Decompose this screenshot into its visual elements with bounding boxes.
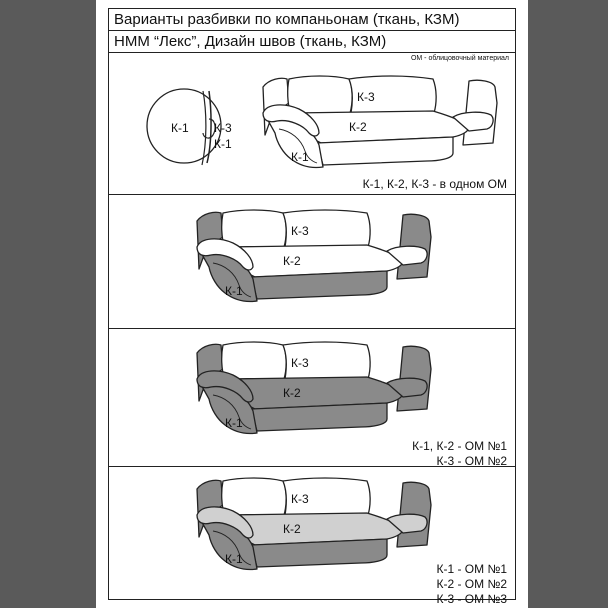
label-k1: К-1: [225, 284, 243, 298]
label-k3: К-3: [357, 90, 375, 104]
detail-label-k3: К-3: [214, 121, 232, 135]
variant-2-drawing: [109, 195, 514, 329]
variant-1-note: К-1, К-2, К-3 - в одном ОМ: [362, 177, 507, 191]
variant-panel-1: [109, 53, 515, 195]
label-k2: К-2: [283, 254, 301, 268]
sofa-drawing: [263, 76, 497, 168]
detail-circle: [147, 89, 232, 165]
title-line-1: Варианты разбивки по компаньонам (ткань, КЗМ): [109, 9, 515, 31]
variant-4-note-line-1: К-1 - ОМ №1: [436, 562, 507, 576]
document-sheet: [96, 0, 528, 608]
sofa-drawing: [197, 478, 431, 570]
variant-1-drawing: [109, 53, 514, 195]
variant-3-note-line-1: К-1, К-2 - ОМ №1: [412, 439, 507, 453]
label-k2: К-2: [283, 386, 301, 400]
label-k2: К-2: [283, 522, 301, 536]
document-frame: [108, 8, 516, 606]
label-k1: К-1: [225, 416, 243, 430]
label-k2: К-2: [349, 120, 367, 134]
variant-4-note-line-2: К-2 - ОМ №2: [436, 577, 507, 591]
sofa-drawing: [197, 342, 431, 434]
sofa-drawing: [197, 210, 431, 302]
label-k1: К-1: [225, 552, 243, 566]
detail-label-k1-lower: К-1: [214, 137, 232, 151]
label-k3: К-3: [291, 356, 309, 370]
variant-3-note-line-2: К-3 - ОМ №2: [436, 454, 507, 468]
label-k1: К-1: [291, 150, 309, 164]
variant-panel-2: [109, 195, 515, 329]
label-k3: К-3: [291, 492, 309, 506]
detail-label-k1: К-1: [171, 121, 189, 135]
legend-note: ОМ - облицовочный материал: [410, 55, 509, 62]
variant-4-note-line-3: К-3 - ОМ №3: [436, 592, 507, 606]
label-k3: К-3: [291, 224, 309, 238]
title-line-2: НММ “Лекс”, Дизайн швов (ткань, КЗМ): [109, 31, 515, 53]
